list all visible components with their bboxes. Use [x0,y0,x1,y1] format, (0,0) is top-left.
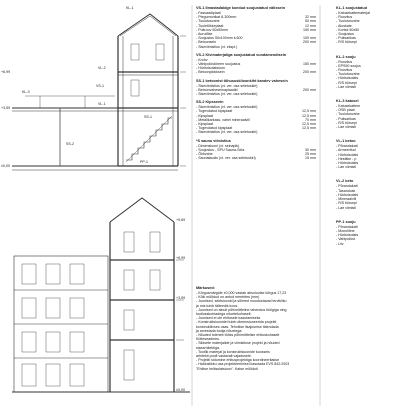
note-value: 150 mm [303,62,316,67]
note-line: - Tugevdatud kipsplaat [196,109,233,114]
note-line: - Tugevdatud kipsplaat [196,126,233,131]
note-line: - Lae viimistl [336,125,356,130]
note-line: - Katusekattematerjal [336,11,370,15]
note-line: - Roovitus [336,15,353,20]
note-value: 12,5 mm [302,109,316,114]
note-title: PP-1 sooju [336,219,356,224]
note-line: ja mis tulnb täiteedis koos. [196,303,239,308]
note-line: - Metallkarkass, vahel mineraalvill [196,117,250,122]
note-value: 12,5 mm [302,122,316,127]
elev-label: +6,99 [1,70,11,74]
note-title: *S saunu viimistlus [196,138,231,143]
note-line: - Soojustus - SPU Sauna-Sela [196,147,245,152]
note-line: - Tuulutusvahe [336,112,360,117]
elev-label: +3,59 [176,296,186,300]
note-value: 32 mm [305,15,316,20]
note-line: sisearhitektiga. [196,345,220,350]
level-label: KL-3 [22,90,30,94]
note-line: - R/S töösepl [336,40,357,45]
note-line: - Kõrgusmärgide ±0,000 vastab absoluutse kõrgus 17,23 [196,291,287,295]
note-line: - R/S töösepl [336,201,357,206]
note-block [336,220,400,246]
note-line: - Armeeritud [336,148,356,153]
note-line: - Tuulutusvahe [336,72,360,77]
note-value: 200 mm [303,40,316,45]
note-line: - R/S töösepl [336,80,357,85]
note-line: - Siseviimistlus (vt. ver. osa seletuskiri) [196,130,258,135]
note-line: - Hüdroisolats [336,233,359,238]
note-line: - Tuuletõkkeplaat [196,23,224,28]
note-line: - Betoonvaheseinaplaadid [196,87,238,92]
note-line: - Roovitus [336,68,353,73]
note-value: 200 mm [303,70,316,75]
note-line: - Siseviimistlus (vt. ver. osa seletuskiri) [196,92,258,97]
note-title: VL-2 beto [336,179,354,184]
note-line: - Monoliitne [336,228,355,233]
note-line: - Katusekattem [336,104,361,109]
note-block [336,139,400,169]
note-line: - Roovitus [336,59,353,64]
note-line: - Lae viimistl [336,84,356,89]
note-line: - Tootlik materjal ja konstruktsioonide koosseis [196,349,270,354]
note-line: konstruktiivses osas. Tehnilise lisajoonise täiendada [196,324,279,329]
note-line: "Ehitise heliisolatsioon". Katse mõõduti [196,366,258,371]
note-line: - Projekti sidumine ehitusprojektiga koordineeritakse [196,358,280,363]
elev-label: ±0,00 [176,388,185,392]
note-line: - Kipsplaat [196,122,213,127]
note-value: 25 mm [305,152,316,157]
elev-label: +6,99 [176,256,186,260]
note-line: - Põrandakatt [336,184,358,189]
note-title: SS-2 Kipsseein [196,100,224,105]
level-label: VL-2 [98,66,106,70]
general-notes-title: Märkused: [196,286,215,290]
note-title: VL-1 betoo [336,139,356,144]
note-line: - OSB plaat [336,108,355,113]
note-block [196,139,316,161]
note-line: - Kõik mõõdud on antud meetrites (mm) [196,295,260,300]
elev-label: ±0,00 [1,164,10,168]
note-line: - Halduslikku osa projekteerimisel kasutada EVS 842:2003 [196,362,290,367]
elev-label: +9,69 [176,218,186,222]
note-line: - Joonised, sektsioonid ja sõlmed moodustavad tervikliku [196,299,287,304]
note-line: - Soojustus [336,32,354,37]
note-title: VS-1 Ilmastadaldge koedud soojustatud välissein [196,6,286,10]
note-line: - Tuulutusvahe [336,19,360,24]
note-line: - Soojustus 50x100mm k.600 [196,36,243,41]
note-line: ja arvestada tootja nõuetega. [196,328,243,333]
note-line: - Siseviimistlus (vt. ekspl.) [196,44,238,49]
note-line: - Mineraalvill [336,197,357,202]
note-title: KL-1 soojustatud [336,6,368,10]
note-line: - Hüdroisolats [336,76,359,81]
note-title: VS-2 Kivimaterjaliga soojustatud vundamendisein [196,52,287,57]
note-line: - Dimensiooni (vt. seinaplk) [196,143,240,148]
note-value: 12 mm [305,23,316,28]
note-line: - Hüdroisolatsioon [196,66,225,71]
note-line: - Betoonplokksein [196,70,225,75]
note-line: - Sildsete materjalide ja viimistluse projekt ja nõuded [196,341,280,346]
general-notes [196,286,318,371]
note-line: - Puitsarikas [336,116,356,121]
note-line: - Betoonsein [196,40,217,45]
note-title: SS-1 betoonist tõhususklioonkiht kandev vahesein [196,78,288,83]
note-line: - Lae viimistl [336,165,356,170]
note-line: tootlusskohtadega nõuetekohaselt. [196,312,252,317]
note-line: - R/S töösepl [336,120,357,125]
note-line: - Vahtpolüst [336,237,355,242]
note-line: - Vahtpolüstüreen soojustus [196,62,241,67]
note-block [196,79,316,97]
note-line: - Liiv [336,241,344,246]
note-line: - Tasandusk [336,188,356,193]
note-line: - Krohv [196,57,208,62]
level-label: PP-1 [140,160,148,164]
note-title: KL-3 katusel [336,99,359,104]
note-line: - Ptegumonikat 8-300mm [196,15,237,20]
note-line: arhitekti poolt vastavalt vajadusele. [196,354,252,359]
note-block [336,179,400,209]
note-block [196,53,316,75]
note-line: - Puitroov 50x50mm [196,27,229,32]
note-line: - Kipsplaat [196,113,213,118]
note-line: - EPS90 soojus [336,63,361,68]
note-value: 30 mm [305,147,316,152]
note-value: 15 mm [305,156,316,161]
note-line: - Puitsarikas [336,36,356,41]
note-line: - Põrandakatt [336,144,358,149]
note-line: Kütteseadmes. [196,337,220,342]
note-block [196,100,316,134]
note-line: - Konstruktsioonidel tuleb dimensioneerida projekti [196,320,277,325]
level-label: SS-1 [144,115,152,119]
note-line: - Hüdroisolats [336,161,359,166]
note-value: 150 mm [303,27,316,32]
level-label: VS-1 [96,84,104,88]
note-value: 70 mm [305,117,316,122]
note-value: 12,5 mm [302,113,316,118]
note-block [336,55,400,89]
wall-notes-column [196,6,316,160]
note-line: - Fassaadiplaat [196,11,221,15]
note-block [196,6,316,49]
note-line: - Aluskate [336,23,352,28]
elev-label: +3,59 [1,106,11,110]
note-line: - Siseviimistlus (vt. ver. osa seletuskiri) [196,105,258,110]
note-line: - Lae viimistl [336,205,356,210]
note-line: - Siseviimistlus (vt. ver. osa seletuskiri) [196,83,258,88]
note-line: - Hestitke - p [336,156,357,161]
level-label: VL-1 [98,102,106,106]
note-value: 200 mm [303,87,316,92]
note-block [336,6,400,45]
note-block [336,99,400,129]
note-line: - Hüdroisolats [336,192,359,197]
note-line: - Saunalaudis (vt. ver. osa seletuskiri) [196,156,256,161]
note-line: - Hüdroisolats [336,152,359,157]
note-line: - Joonised on ainult põhimõtteline lahendus töölgiga ning [196,307,287,312]
note-line: - Joonised ei ole ehitusele kasutamiseks [196,316,261,321]
note-line: - Põrandakatt [336,224,358,229]
note-line: - Tuulutusvahe [196,19,220,24]
note-value: 12,5 mm [302,126,316,131]
level-label: SS-2 [66,142,74,146]
note-line: - Kortsk 50x50 [336,27,360,32]
note-line: - Õhkvahe [196,152,213,157]
floor-roof-notes-column [336,6,400,246]
note-title: KL-2 sooju [336,54,356,59]
note-value: 50 mm [305,19,316,24]
note-line: - Aurutõke [196,32,213,37]
level-label: KL-1 [126,6,134,10]
note-value: 100 mm [303,36,316,41]
note-line: - Nõuded tuleneb tööks põhimõttelise ehituskohaselt [196,333,280,338]
